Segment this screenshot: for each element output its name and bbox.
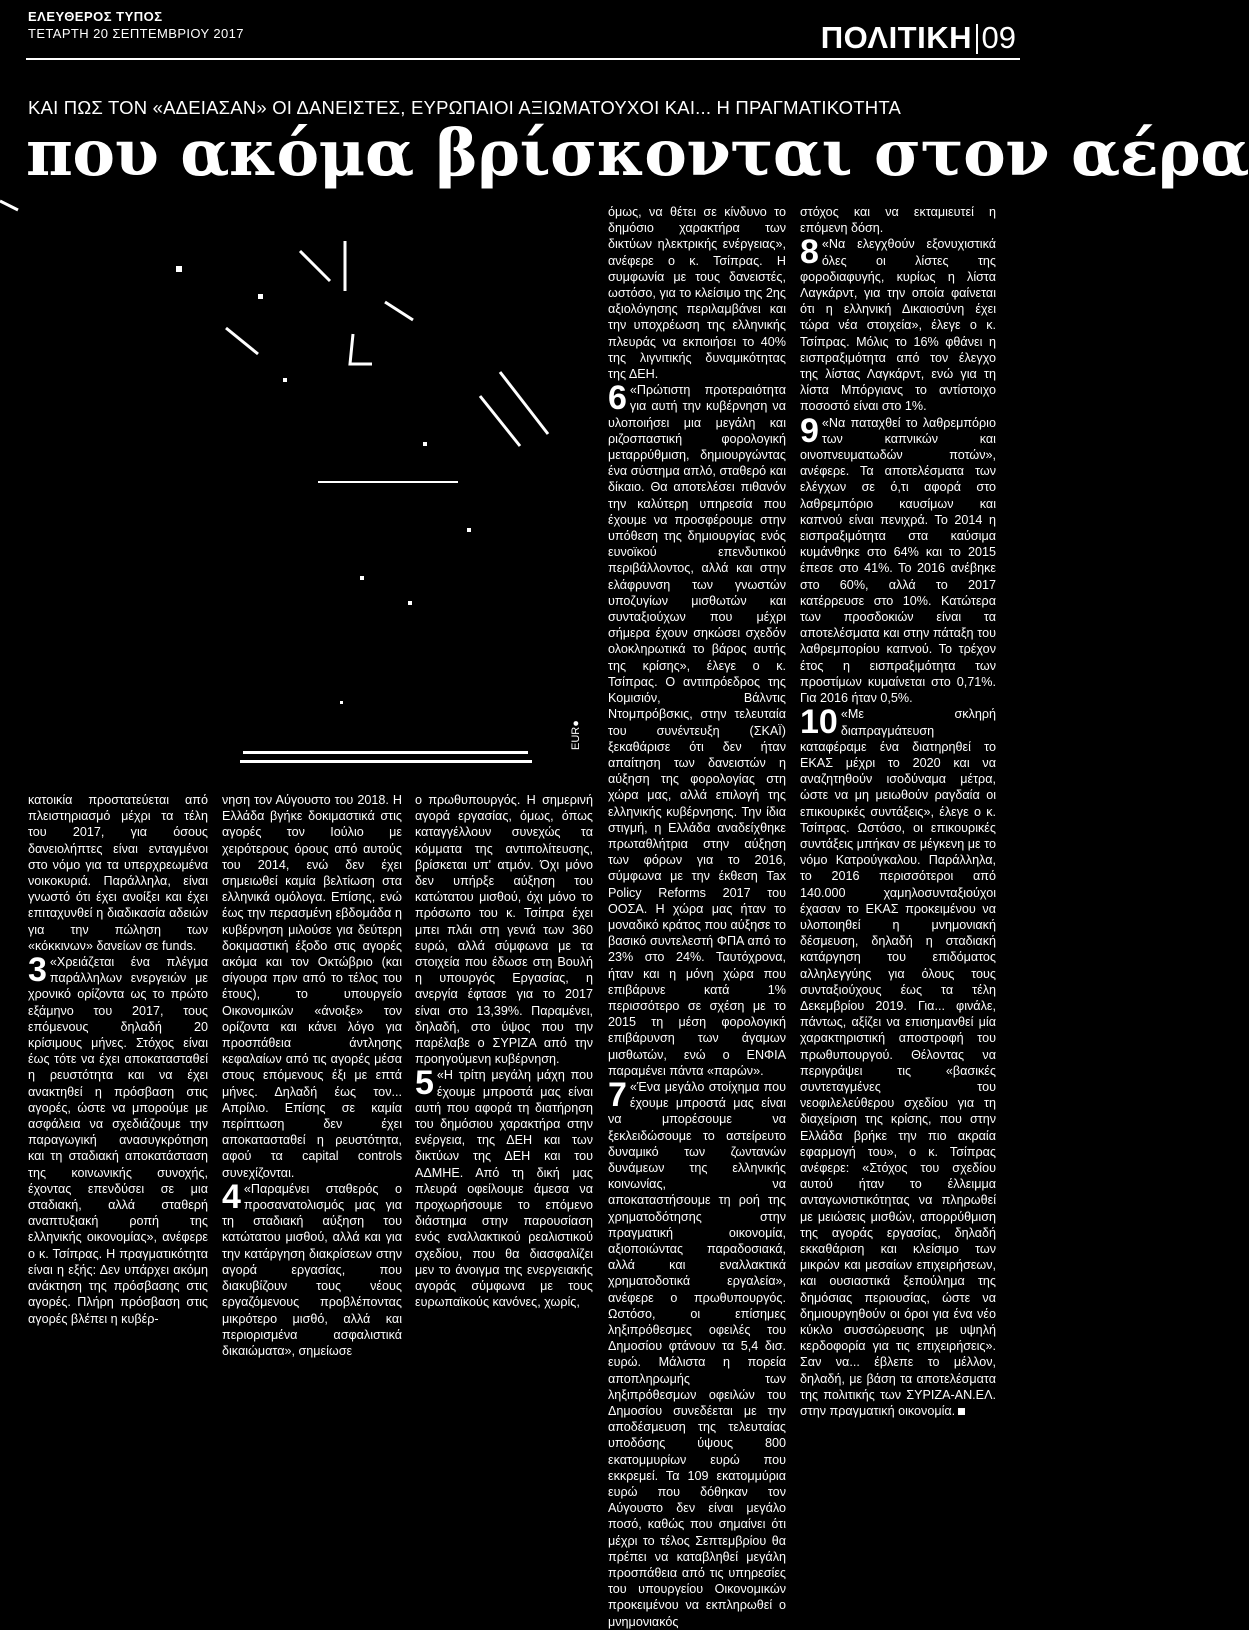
paragraph: 9 «Να παταχθεί το λαθρεμπόριο των καπνικών και οινοπνευματωδών ποτών», ανέφερε. Τα αποτελέσματα των ελέγχων σε ό,τι αφορά στο λαθρεμπόριο καυσίμων και καπνού είναι πενιχρά. Το 2014 η εισπραξιμότητα στα καύσιμα κυμάνθηκε στο 64% και το 2015 έπεσε στο 41%. Το 2016 ανέβηκε στο 60%, αλλά το 2017 κατέρρευσε στο 10%. Κατώτερα των προσδοκιών είναι τα αποτελέσματα και στην πάταξη του λαθρεμπορίου καπνού. Το τρέχον έτος η εισπραξιμότητα των προστίμων κυμαίνεται στο 0,71%. Για 2016 ήταν 0,5%. bbox=[800, 411, 996, 706]
article-headline: που ακόμα βρίσκονται στον αέρα bbox=[26, 116, 1249, 191]
paragraph: 5 «Η τρίτη μεγάλη μάχη που έχουμε μπροστά μας είναι αυτή που αφορά τη διατήρηση του δημόσιου χαρακτήρα στην ενέργεια, της ΔΕΗ και των δικτύων της ΔΕΗ και του ΑΔΜΗΕ. Από τη δική μας πλευρά οφείλουμε άμεσα να προχωρήσουμε το επόμενο διάστημα στην παρουσίαση ενός εναλλακτικού ρεαλιστικού σχεδίου, που θα διασφαλίζει μεν το άνοιγμα της ενεργειακής αγοράς σύμφωνα με τους ευρωπαϊκούς κανόνες, χωρίς, bbox=[415, 1064, 593, 1310]
paragraph: 7 «Ένα μεγάλο στοίχημα που έχουμε μπροστά μας είναι να μπορέσουμε να ξεκλειδώσουμε το αστείρευτο δυναμικό των ζωντανών δυνάμεων της ελληνικής κοινωνίας, να αποκαταστήσουμε τη ροή της χρηματοδότησης στην πραγματική οικονομία, αξιοποιώντας παραδοσιακά, αλλά και εναλλακτικά χρηματοδοτικά εργαλεία», ανέφερε ο πρωθυπουργός. Ωστόσο, οι επίσημες ληξιπρόθεσμες οφειλές του Δημοσίου φτάνουν τα 5,4 δισ. ευρώ. Μάλιστα η πορεία αποπληρωμής των ληξιπρόθεσμων οφειλών του Δημοσίου συνεδέεται με την αποδέσμευση της τελευταίας υποδόσης ύψους 800 εκατομμυρίων ευρώ που εκκρεμεί. Τα 109 εκατομμύρια ευρώ που δόθηκαν τον Αύγουστο δεν είναι μεγάλο ποσό, καθώς που σημαίνει ότι μέχρι το τέλος Σεπτεμβρίου θα πρέπει να καταβληθεί μεγάλη προσπάθεια από τις υπηρεσίες του υπουργείου Οικονομικών προκειμένου να εκπληρωθεί ο μνημονιακός bbox=[608, 1075, 786, 1629]
point-number: 5 bbox=[415, 1064, 434, 1103]
paragraph: ο πρωθυπουργός. Η σημερινή αγορά εργασίας, όμως, όπως καταγγέλλουν συνεχώς τα κόμματα της αντιπολίτευσης, βρίσκεται υπ' ατμόν. Όχι μόνο δεν υπήρξε αύξηση του κατώτατου μισθού, όχι μόνο το πρόσωπο του κ. Τσίπρα έχει μπει πλάι στη γενιά των 360 ευρώ, αλλά σύμφωνα με τα στοιχεία που έδωσε στη Βουλή η υπουργός Εργασίας, η ανεργία έφτασε για το 2017 είναι στο 13,39%. Παραμένει, δηλαδή, στο ύψος που την παρέλαβε ο ΣΥΡΙΖΑ από την προηγούμενη κυβέρνηση. bbox=[415, 793, 593, 1067]
paragraph: νηση τον Αύγουστο του 2018. Η Ελλάδα βγήκε δοκιμαστικά στις αγορές τον Ιούλιο με χειρότερους όρους από αυτούς του 2014, ενώ δεν έχει σημειωθεί καμία βελτίωση στα ελληνικά ομόλογα. Επίσης, ενώ έως την περασμένη εβδομάδα η κυβέρνηση μιλούσε για δεύτερη δοκιμαστική έξοδο στις αγορές ακόμα και τον Οκτώβριο (και σίγουρα πριν από το τέλος του έτους), το υπουργείο Οικονομικών «άνοιξε» τον ορίζοντα και κάνει λόγο για προσπάθεια άντλησης κεφαλαίων από τις αγορές μέσα στους επόμενους έξι με επτά μήνες. Δηλαδή έως τον... Απρίλιο. Επίσης σε καμία περίπτωση δεν έχει αποκατασταθεί η ρευστότητα, αφού τα capital controls συνεχίζονται. bbox=[222, 793, 402, 1180]
text-column-4 bbox=[608, 204, 786, 1630]
section-title: ΠΟΛΙΤΙΚΗ bbox=[820, 20, 972, 55]
masthead bbox=[0, 0, 1024, 58]
section-divider bbox=[976, 24, 978, 54]
text-column-2 bbox=[222, 792, 402, 1359]
point-number: 3 bbox=[28, 951, 47, 990]
point-number: 10 bbox=[800, 703, 838, 742]
paragraph: 10 «Με σκληρή διαπραγμάτευση καταφέραμε ένα διατηρηθεί το ΕΚΑΣ μέχρι το 2020 και να αναζητηθούν ισοδύναμα μέτρα, ώστε να μη μειωθούν ραγδαία οι επικουρικές συντάξεις», έλεγε ο κ. Τσίπρας. Ωστόσο, οι επικουρικές συντάξεις μπήκαν σε μέγκενη με το νόμο Κατρούγκαλου. Παράλληλα, το 2016 περισσότεροι από 140.000 χαμηλοσυνταξιούχοι έχασαν το ΕΚΑΣ προκειμένου να υλοποιηθεί η μνημονιακή δέσμευση, δηλαδή η σταδιακή κατάργηση του επιδόματος αλληλεγγύης για όλους τους συνταξιούχους έως τα τέλη Δεκεμβρίου 2019. Για... φινάλε, πάντως, αξίζει να επισημανθεί μία χαρακτηριστική αποστροφή του πρωθυπουργού. Θέλοντας να περιγράψει τις «βασικές συντεταγμένες του νεοφιλελεύθερου σχεδίου για τη διαχείριση της κρίσης, που στην Ελλάδα βρήκε την πιο ακραία εφαρμογή του», ο κ. Τσίπρας ανέφερε: «Στόχος του σχεδίου αυτού ήταν το έλλειμμα ανταγωνιστικότητας να πληρωθεί με μειώσεις μισθών, απορρύθμιση της αγοράς εργασίας, δηλαδή εκκαθάριση και κλείσιμο των μικρών και μεσαίων επιχειρήσεων, και ουσιαστικά ξεπούλημα της δημόσιας περιουσίας, ώστε να δημιουργηθούν οι όροι για ένα νέο κύκλο συσσώρευσης με υψηλή κερδοφορία για τις επιχειρήσεις». Σαν να... έβλεπε το μέλλον, δηλαδή, με βάση τα αποτελέσματα της πολιτικής των ΣΥΡΙΖΑ-ΑΝ.ΕΛ. στην πραγματική οικονομία. bbox=[800, 703, 996, 1419]
paragraph: όμως, να θέτει σε κίνδυνο το δημόσιο χαρακτήρα των δικτύων ηλεκτρικής ενέργειας», ανέφερε ο κ. Τσίπρας. Η συμφωνία με τους δανειστές, ωστόσο, για το κλείσιμο της 2ης αξιολόγησης περιλαμβάνει και την υποχρέωση της ελληνικής πλευράς να εκποιήσει το 40% της λιγνιτικής δυναμικότητας της ΔΕΗ. bbox=[608, 205, 786, 382]
paragraph: 6 «Πρώτιστη προτεραιότητα για αυτή την κυβέρνηση να υλοποιήσει μια μεγάλη και ριζοσπαστική φορολογική μεταρρύθμιση, δημιουργώντας ένα σύστημα απλό, σταθερό και δίκαιο. Θα αποτελέσει πιθανόν την καλύτερη υπηρεσία που έχουμε να προσφέρουμε στην υπόθεση της δημιουργίας ενός ευνοϊκού επενδυτικού περιβάλλοντος, αλλά και στην ελάφρυνση των γνωστών υποζυγίων μισθωτών και συνταξιούχων που μέχρι σήμερα έχουν σηκώσει σχεδόν ολοκληρωτικά το βάρος αυτής της κρίσης», έλεγε ο κ. Τσίπρας. Ο αντιπρόεδρος της Κομισιόν, Βάλντις Ντομπρόβσκις, στην τελευταία του συνέντευξη (ΣΚΑΪ) ξεκαθάρισε ότι δεν ήταν απαίτηση των δανειστών η αύξηση της φορολογίας στη χώρα μας, αλλά επιλογή της ελληνικής κυβέρνησης. Την ίδια στιγμή, η Ελλάδα αναδείχθηκε πρωταθλήτρια στην αύξηση των φόρων για το 2016, σύμφωνα με την έκθεση Tax Policy Reforms 2017 του ΟΟΣΑ. Η χώρα μας ήταν το μοναδικό κράτος που αύξησε το βασικό συντελεστή ΦΠΑ από το 23% στο 24%. Ταυτόχρονα, ήταν και η μόνη χώρα που επιβάρυνε κατά 1% περισσότερο σε σχέση με το 2015 τη μέση φορολογική επιβάρυνση των άγαμων μισθωτών, ενώ ο ΕΝΦΙΑ παραμένει πάντα «παρών». bbox=[608, 379, 786, 1078]
text-column-5 bbox=[800, 204, 996, 1419]
newspaper-name: ΕΛΕΥΘΕΡΟΣ ΤΥΠΟΣ bbox=[28, 9, 163, 24]
point-number: 7 bbox=[608, 1075, 627, 1114]
point-number: 9 bbox=[800, 411, 819, 450]
end-mark bbox=[958, 1408, 965, 1415]
paragraph: στόχος και να εκταμιευτεί η επόμενη δόση. bbox=[800, 205, 996, 236]
point-number: 6 bbox=[608, 379, 627, 418]
paragraph: κατοικία προστατεύεται από πλειστηριασμό μέχρι τα τέλη του 2017, για όσους δανειολήπτες είναι ενταγμένοι στο νόμο για τα υπερχρεωμένα νοικοκυριά. Παράλληλα, είναι γνωστό ότι έχει ανοίξει και έχει επιταχυνθεί η διαδικασία αδειών για την πώληση των «κόκκινων» δανείων σε funds. bbox=[28, 793, 208, 953]
article-photo bbox=[0, 196, 585, 776]
photo-credit: EUR● bbox=[570, 720, 582, 750]
header-rule bbox=[26, 58, 1020, 60]
point-number: 4 bbox=[222, 1177, 241, 1216]
article-kicker: ΚΑΙ ΠΩΣ ΤΟΝ «ΑΔΕΙΑΣΑΝ» ΟΙ ΔΑΝΕΙΣΤΕΣ, ΕΥΡΩΠΑΙΟΙ ΑΞΙΩΜΑΤΟΥΧΟΙ ΚΑΙ... Η ΠΡΑΓΜΑΤΙΚΟΤΗΤΑ bbox=[28, 97, 901, 118]
paragraph: 4 «Παραμένει σταθερός ο προσανατολισμός μας για τη σταδιακή αύξηση του κατώτατου μισθού, αλλά και για την κατάργηση διακρίσεων στην αγορά εργασίας, που διακυβίζουν τους νέους εργαζόμενους προβλέποντας μικρότερο μισθό, αλλά και περιορισμένα ασφαλιστικά δικαιώματα», σημείωσε bbox=[222, 1177, 402, 1358]
issue-date: ΤΕΤΑΡΤΗ 20 ΣΕΠΤΕΜΒΡΙΟΥ 2017 bbox=[28, 26, 244, 41]
paragraph: 3 «Χρειάζεται ένα πλέγμα παράλληλων ενεργειών με χρονικό ορίζοντα ως το πρώτο εξάμηνο του 2017, τους επόμενους δηλαδή 20 κρίσιμους μήνες. Στόχος είναι έως τότε να έχει αποκατασταθεί η ρευστότητα και να έχει ανακτηθεί η πρόσβαση στις αγορές, ώστε να μπορούμε με ασφάλεια να σχεδιάζουμε την παραγωγική ανασυγκρότηση και τη σταδιακή αποκατάσταση της κοινωνικής συνοχής, έχοντας επενδύσει σε μια σταδιακή, αλλά σταθερή αναπτυξιακή ροπή της ελληνικής οικονομίας», ανέφερε ο κ. Τσίπρας. Η πραγματικότητα είναι η εξής: Δεν υπάρχει ακόμη ανάκτηση της πρόσβασης στις αγορές. Πλήρη πρόσβαση στις αγορές βλέπει η κυβέρ- bbox=[28, 951, 208, 1326]
paragraph: 8 «Να ελεγχθούν εξονυχιστικά όλες οι λίστες της φοροδιαφυγής, κυρίως η λίστα Λαγκάρντ, για την οποία φαίνεται ότι η ελληνική Δικαιοσύνη έχει τώρα νέα στοιχεία», έλεγε ο κ. Τσίπρας. Μόλις το 16% φθάνει η εισπραξιμότητα από τον έλεγχο της λίστας Λαγκάρντ, ενώ για τη λίστα Μπόργιανς το αντίστοιχο ποσοστό είναι στο 1%. bbox=[800, 233, 996, 414]
page-number: 09 bbox=[981, 20, 1016, 55]
text-column-3 bbox=[415, 792, 593, 1311]
text-column-1 bbox=[28, 792, 208, 1327]
point-number: 8 bbox=[800, 233, 819, 272]
